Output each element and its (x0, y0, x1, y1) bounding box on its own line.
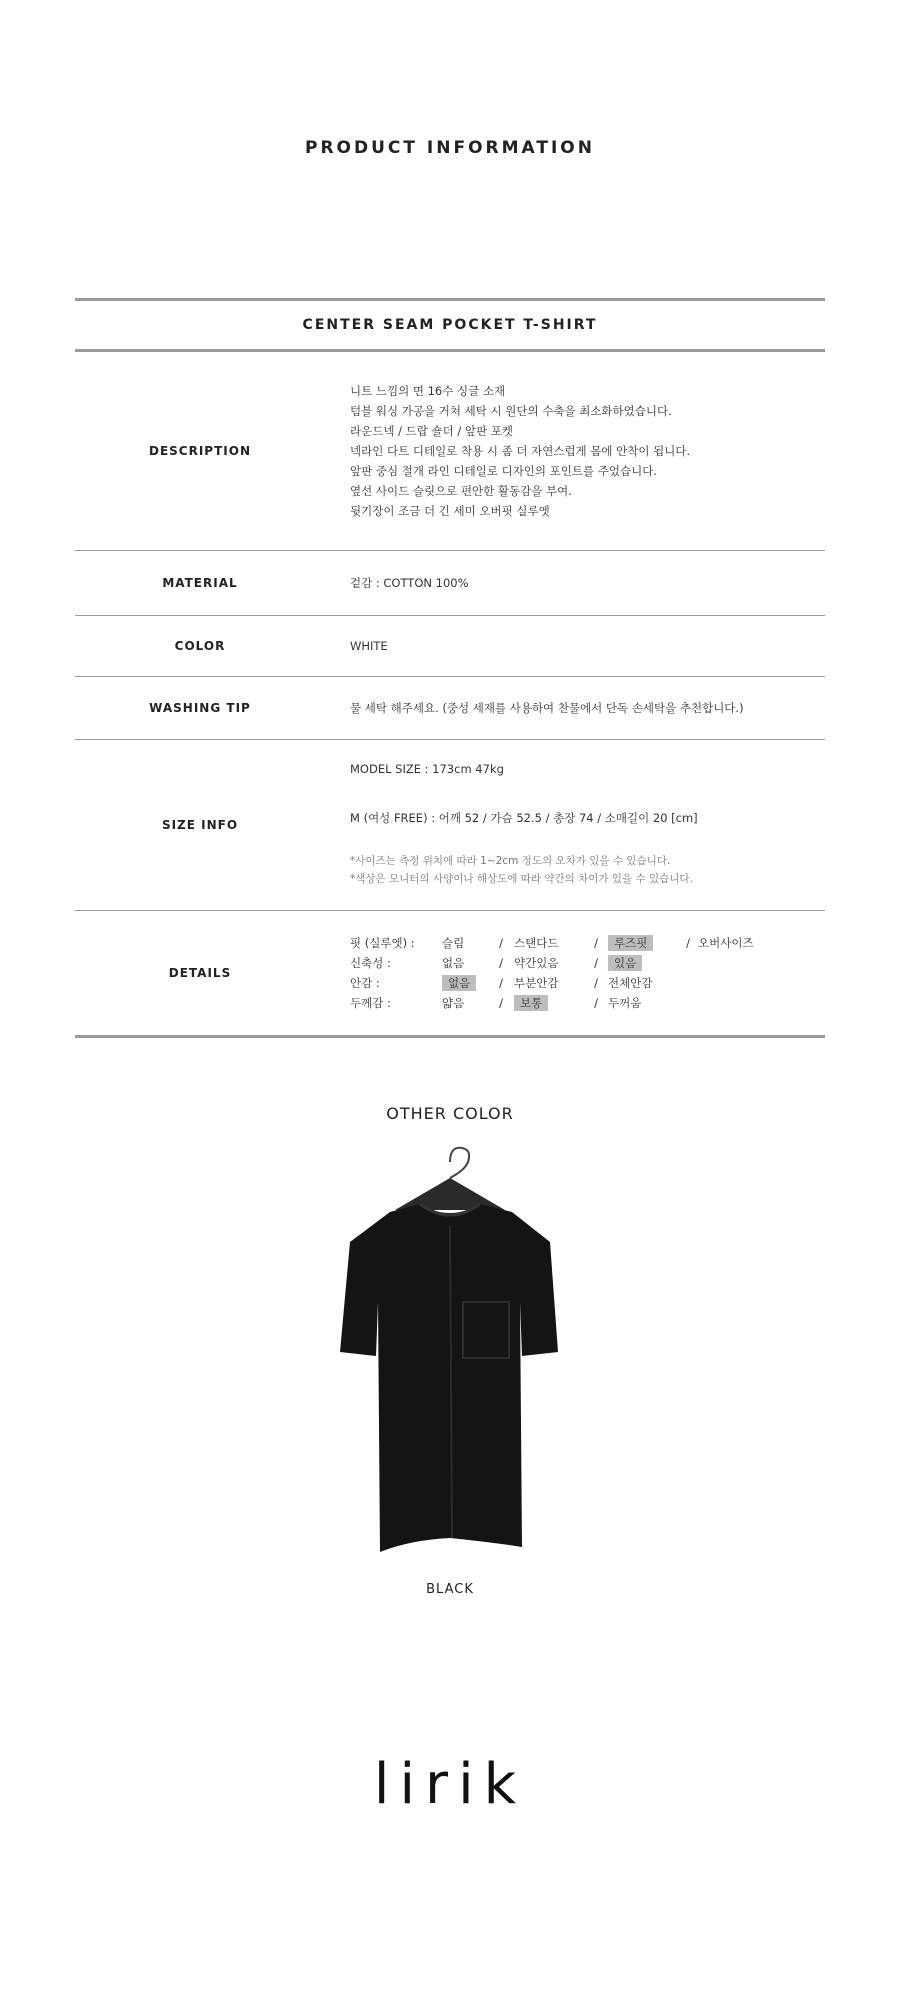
description-line: 뒷기장이 조금 더 긴 세미 오버핏 실루엣 (350, 504, 550, 518)
table-bottom-rule (75, 1035, 825, 1038)
details-option (698, 935, 778, 951)
description-line: 앞판 중심 절개 라인 디테일로 디자인의 포인트를 주었습니다. (350, 464, 657, 478)
separator: / (499, 956, 503, 970)
material-label: MATERIAL (162, 576, 238, 590)
washing-value: 물 세탁 해주세요. (중성 세재를 사용하여 찬물에서 단독 손세탁을 추천합니다.) (350, 701, 744, 715)
material-value: 겉감 : COTTON 100% (350, 576, 469, 590)
material-row (75, 551, 825, 615)
color-name-black: BLACK (426, 1582, 474, 1597)
color-row (75, 616, 825, 676)
tshirt-icon (300, 1142, 600, 1572)
details-item-name: 핏 (실루엣) : (350, 936, 415, 950)
details-option-selected (442, 975, 488, 991)
washing-row (75, 677, 825, 739)
size-row (75, 740, 825, 910)
separator: / (594, 976, 598, 990)
black-tshirt-image (300, 1142, 600, 1572)
size-info (325, 740, 825, 910)
color-value: WHITE (350, 639, 388, 653)
option-label: 오버사이즈 (698, 936, 754, 950)
option-label: 있음 (608, 955, 642, 971)
details-row (75, 911, 825, 1035)
color-label: COLOR (174, 639, 226, 653)
option-label: 없음 (442, 975, 476, 991)
description-line: 라운드넥 / 드랍 숄더 / 앞판 포켓 (350, 424, 513, 438)
option-label: 스탠다드 (514, 936, 559, 950)
description-line: 니트 느낌의 면 16수 싱글 소재 (350, 384, 506, 398)
option-label: 없음 (442, 956, 465, 970)
page-title: PRODUCT INFORMATION (305, 138, 595, 158)
separator: / (594, 996, 598, 1010)
description-row (75, 352, 825, 550)
product-info-table (75, 298, 825, 1038)
option-label: 슬림 (442, 936, 465, 950)
details-option (514, 975, 584, 991)
description-line: 옆선 사이드 슬릿으로 편안한 활동감을 부여. (350, 484, 572, 498)
description-line: 넥라인 다트 디테일로 착용 시 좀 더 자연스럽게 몸에 안착이 됩니다. (350, 444, 691, 458)
separator: / (499, 996, 503, 1010)
details-option (442, 935, 488, 951)
size-label: SIZE INFO (161, 818, 239, 832)
description-line: 텀블 워싱 가공을 거쳐 세탁 시 원단의 수축을 최소화하였습니다. (350, 404, 672, 418)
separator: / (594, 956, 598, 970)
details-grid (350, 935, 825, 1011)
washing-label: WASHING TIP (149, 701, 251, 715)
details-item-name: 신축성 : (350, 956, 391, 970)
brand-logo: lirik (373, 1752, 527, 1817)
option-label: 루즈핏 (608, 935, 653, 951)
option-label: 얇음 (442, 996, 465, 1010)
option-label: 보통 (514, 995, 548, 1011)
details-item-name: 안감 : (350, 976, 380, 990)
details-option (442, 995, 488, 1011)
details-option-selected (608, 955, 678, 971)
size-measure: M (여성 FREE) : 어깨 52 / 가슴 52.5 / 총장 74 / 소매길이 20 [cm] (350, 811, 698, 825)
description-label: DESCRIPTION (148, 444, 251, 458)
product-name: CENTER SEAM POCKET T-SHIRT (302, 317, 598, 333)
separator: / (594, 936, 598, 950)
details-option (608, 975, 678, 991)
separator: / (686, 936, 690, 950)
model-size: MODEL SIZE : 173cm 47kg (350, 762, 504, 776)
details-option-selected (608, 935, 678, 951)
details-item-name: 두께감 : (350, 996, 391, 1010)
option-label: 약간있음 (514, 956, 559, 970)
separator: / (499, 976, 503, 990)
separator: / (499, 936, 503, 950)
details-label: DETAILS (168, 966, 232, 980)
option-label: 전체안감 (608, 976, 653, 990)
details-option (514, 935, 584, 951)
other-color-heading: OTHER COLOR (386, 1104, 514, 1123)
color-note: *색상은 모니터의 사양이나 해상도에 따라 약간의 차이가 있을 수 있습니다. (350, 873, 693, 885)
description-text (325, 352, 825, 550)
details-option (514, 955, 584, 971)
option-label: 부분안감 (514, 976, 559, 990)
size-note: *사이즈는 측정 위치에 따라 1~2cm 정도의 오차가 있을 수 있습니다. (350, 855, 671, 867)
option-label: 두꺼움 (608, 996, 642, 1010)
details-option (442, 955, 488, 971)
details-option (608, 995, 678, 1011)
details-option-selected (514, 995, 584, 1011)
